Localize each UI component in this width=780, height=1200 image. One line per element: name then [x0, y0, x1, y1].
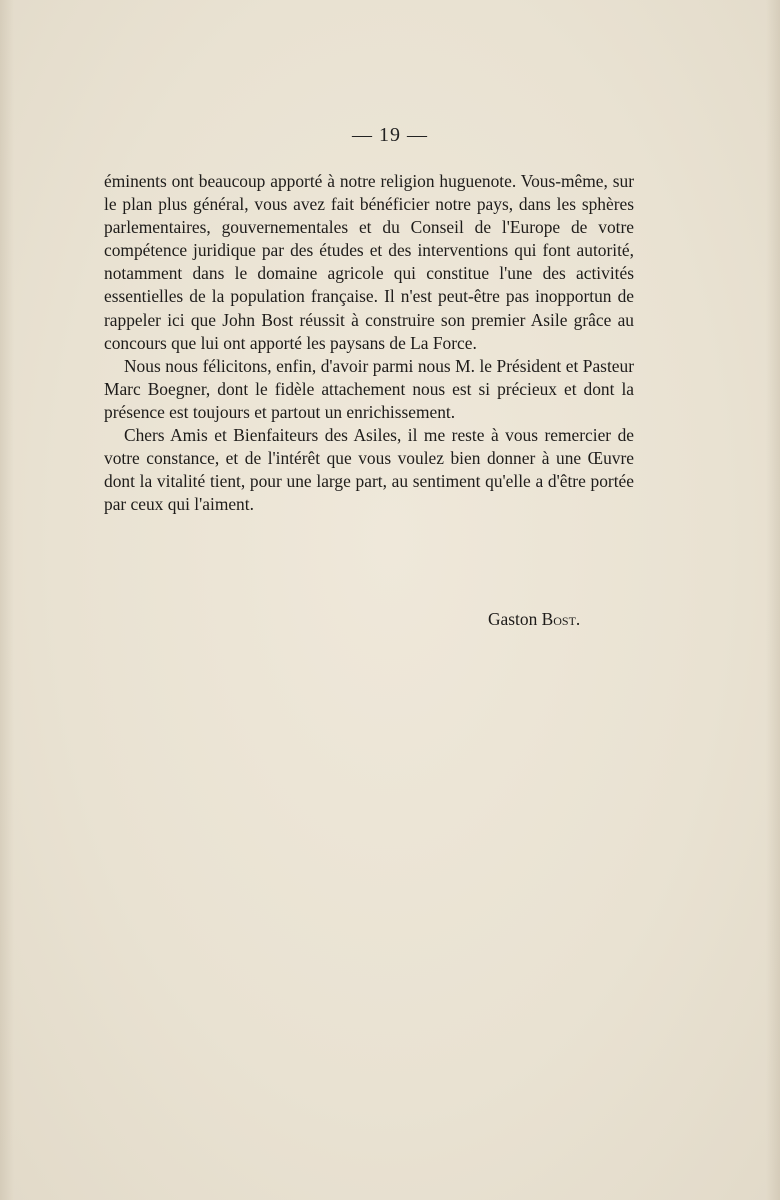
- signature-first-name: Gaston: [488, 609, 538, 629]
- paragraph-1: éminents ont beaucoup apporté à notre religion huguenote. Vous-même, sur le plan plus général, vous avez fait bénéficier notre pays, dans les sphères parlementaires, gouvernementales et du Conseil de l'Europe de votre compétence juridique par des études et des interventions qui font autorité, notamment dans le domaine agricole qui constitue l'une des activités essentielles de la population française. Il n'est peut-être pas inopportun de rappeler ici que John Bost réussit à construire son premier Asile grâce au concours que lui ont apporté les paysans de La Force.: [104, 171, 634, 353]
- page-edge-right: [766, 0, 780, 1200]
- page-number: — 19 —: [352, 124, 428, 146]
- page-edge-left: [0, 0, 14, 1200]
- body-text: [104, 170, 634, 516]
- signature-last-name: Bost.: [541, 609, 581, 629]
- signature: [488, 609, 580, 630]
- paragraph-3: Chers Amis et Bienfaiteurs des Asiles, il me reste à vous remercier de votre constance, et de l'intérêt que vous voulez bien donner à une Œuvre dont la vitalité tient, pour une large part, au sentiment qu'elle a d'être portée par ceux qui l'aiment.: [104, 425, 634, 515]
- paragraph-2: Nous nous félicitons, enfin, d'avoir parmi nous M. le Président et Pasteur Marc Boegner, dont le fidèle attachement nous est si précieux et dont la présence est toujours et partout un enrichissement.: [104, 355, 634, 422]
